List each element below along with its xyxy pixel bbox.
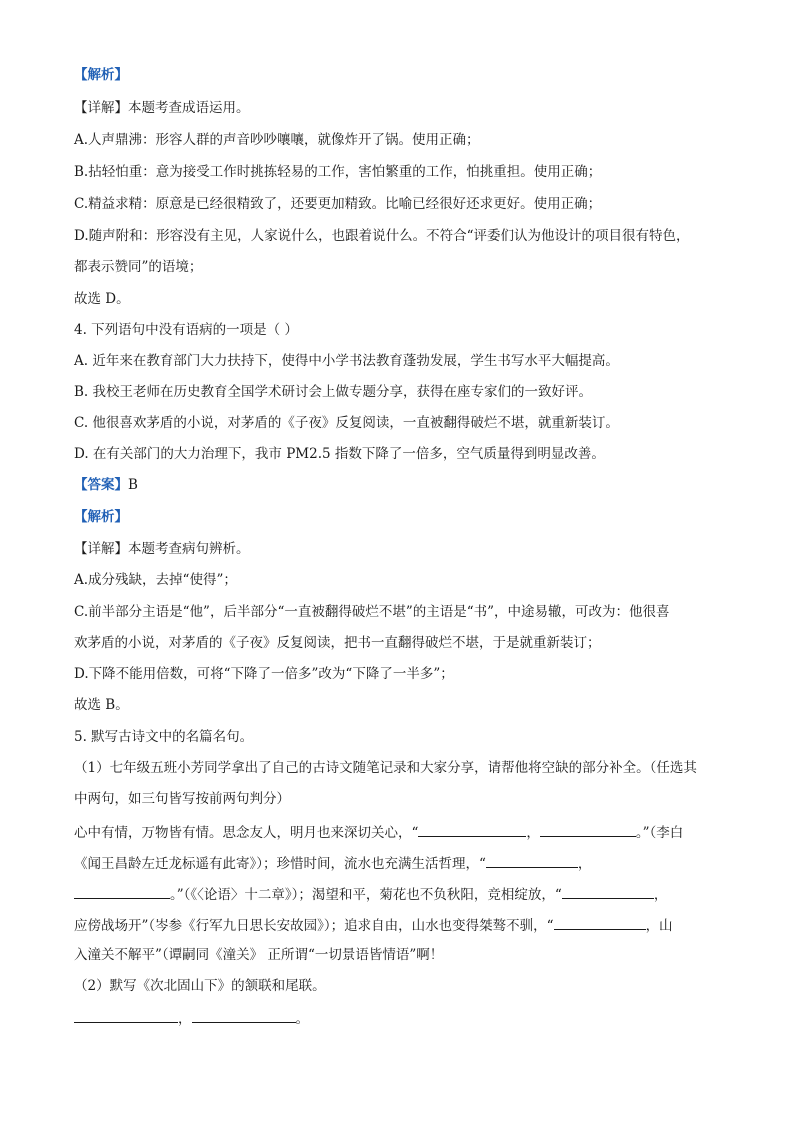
poem-text: 。 [295, 1011, 309, 1027]
detail-tag: 【详解】 [74, 100, 128, 116]
question-5-2-stem: （2）默写《次北固山下》的颔联和尾联。 [74, 978, 326, 994]
poem-text: ， [178, 1011, 192, 1027]
question-4-option-a: A. 近年来在教育部门大力扶持下，使得中小学书法教育蓬勃发展，学生书写水平大幅提高。 [74, 353, 619, 369]
poem-text: 。”（李白 [635, 825, 684, 841]
question-5-1-instructions-1: （1）七年级五班小芳同学拿出了自己的古诗文随笔记录和大家分享，请帮他将空缺的部分补全。（任选其 [74, 760, 697, 776]
option-b-explanation: B.拈轻怕重：意为接受工作时挑拣轻易的工作，害怕繁重的工作，怕挑重担。使用正确； [74, 164, 602, 180]
analysis-tag: 【解析】 [74, 509, 128, 525]
poem-text: ，山 [645, 918, 673, 934]
poem-line-4 [74, 915, 734, 935]
poem-text: 应傍战场开”（岑参《行军九日思长安故园》）；追求自由，山水也变得桀骜不驯，“ [74, 918, 554, 934]
question-4-option-d: D. 在有关部门的大力治理下，我市 PM2.5 指数下降了一倍多，空气质量得到明显改善。 [74, 446, 605, 462]
fill-blank[interactable] [74, 884, 170, 899]
analysis-heading-2 [74, 508, 734, 526]
poem-text: 《闻王昌龄左迁龙标遥有此寄》）；珍惜时间，流水也充满生活哲理，“ [74, 856, 486, 872]
analysis-c-2: 欢茅盾的小说，对茅盾的《子夜》反复阅读，把书一直翻得破烂不堪，于是就重新装订； [74, 635, 601, 651]
option-a-explanation: A.人声鼎沸：形容人群的声音吵吵嚷嚷，就像炸开了锅。使用正确； [74, 132, 480, 148]
fill-blank[interactable] [554, 915, 646, 930]
question-5-1-instructions-2: 中两句，如三句皆写按前两句判分） [74, 791, 290, 807]
poem-text: ， [577, 856, 592, 872]
fill-blank[interactable] [486, 853, 578, 868]
fill-blank[interactable] [192, 1008, 296, 1023]
poem-text: ， [526, 825, 540, 841]
answer-tag: 【答案】 [74, 477, 128, 493]
question-5-stem: 5. 默写古诗文中的名篇名句。 [74, 729, 254, 745]
analysis-heading-1 [74, 66, 734, 84]
poem-text: 。”（《〈论语〉十二章》）；渴望和平，菊花也不负秋阳，竞相绽放，“ [170, 887, 562, 903]
option-c-explanation: C.精益求精：原意是已经很精致了，还要更加精致。比喻已经很好还求更好。使用正确； [74, 196, 602, 212]
analysis-tag: 【解析】 [74, 67, 128, 83]
question-4-option-c: C. 他很喜欢茅盾的小说，对茅盾的《子夜》反复阅读，一直被翻得破烂不堪，就重新装订。 [74, 415, 619, 431]
poem-line-1 [74, 822, 734, 842]
fill-blank[interactable] [562, 884, 654, 899]
analysis-d: D.下降不能用倍数，可将“下降了一倍多”改为“下降了一半多”； [74, 666, 454, 682]
fill-blank[interactable] [540, 822, 636, 837]
detail-text: 本题考查成语运用。 [128, 100, 250, 116]
question-4-stem: 4. 下列语句中没有语病的一项是（ ） [74, 322, 298, 338]
option-d-explanation-1: D.随声附和：形容没有主见，人家说什么，也跟着说什么。不符合“评委们认为他设计的项目很有特色， [74, 228, 690, 244]
detail-line-1 [74, 99, 734, 117]
detail-line-2 [74, 540, 734, 558]
answer-line [74, 476, 734, 494]
question-4-option-b: B. 我校王老师在历史教育全国学术研讨会上做专题分享，获得在座专家们的一致好评。 [74, 384, 593, 400]
poem-line-2 [74, 853, 734, 873]
poem-text: ， [653, 887, 668, 903]
poem-line-5: 入潼关不解平”（谭嗣同《潼关》 正所谓“一切景语皆情语”啊！ [74, 947, 444, 963]
answer-value: B [128, 477, 138, 493]
poem-line-6 [74, 1008, 734, 1028]
option-d-explanation-2: 都表示赞同”的语境； [74, 259, 203, 275]
fill-blank[interactable] [418, 822, 526, 837]
detail-text: 本题考查病句辨析。 [128, 541, 250, 557]
choose-line-1: 故选 D。 [74, 291, 130, 307]
analysis-a: A.成分残缺，去掉“使得”； [74, 572, 237, 588]
analysis-c-1: C.前半部分主语是“他”，后半部分“一直被翻得破烂不堪”的主语是“书”，中途易辙，可改为：他很喜 [74, 604, 670, 620]
detail-tag: 【详解】 [74, 541, 128, 557]
choose-line-2: 故选 B。 [74, 697, 129, 713]
poem-line-3 [74, 884, 734, 904]
fill-blank[interactable] [74, 1008, 178, 1023]
poem-text: 心中有情，万物皆有情。思念友人，明月也来深切关心，“ [74, 825, 419, 841]
